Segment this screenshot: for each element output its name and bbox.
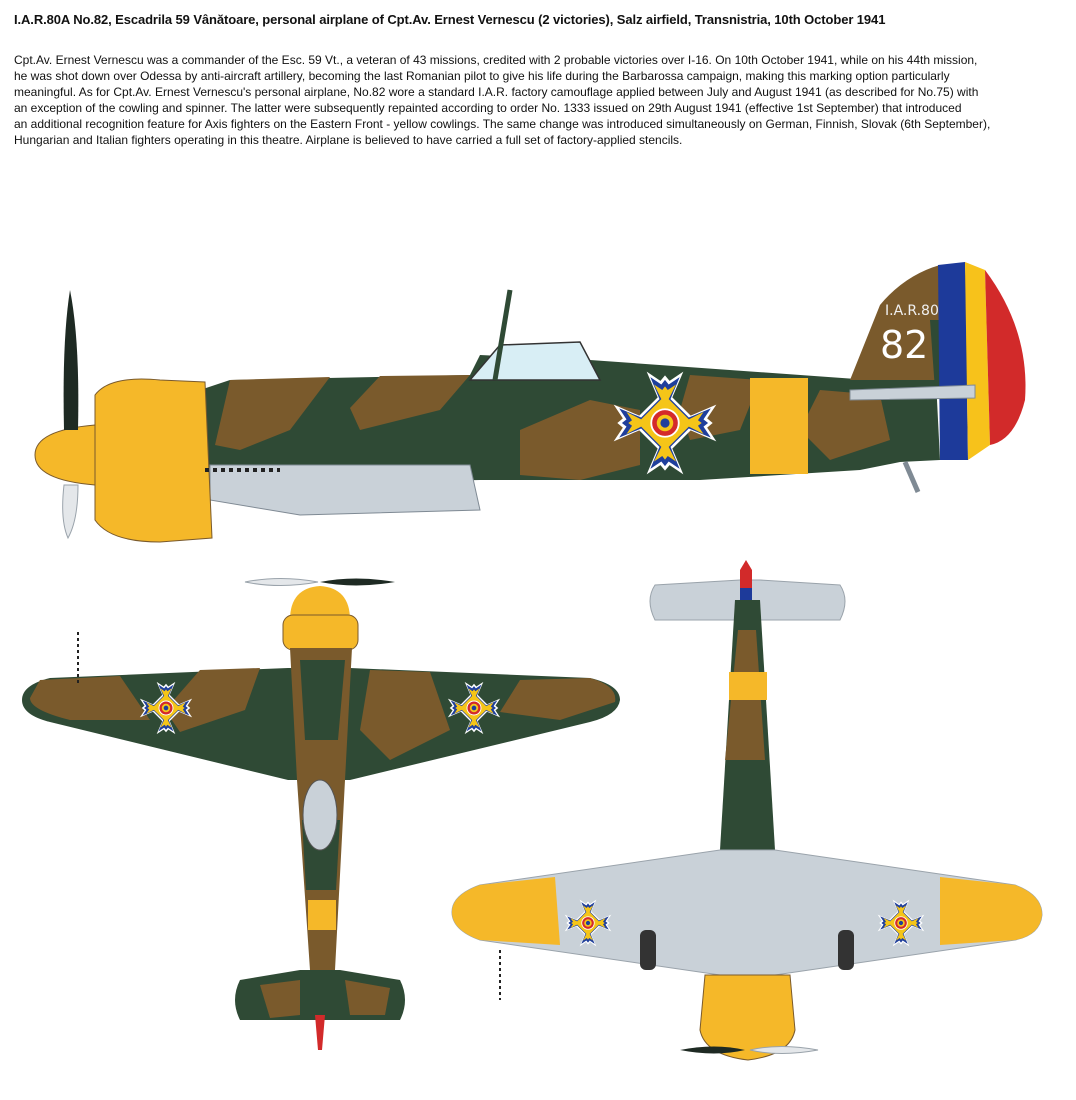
page-title: I.A.R.80A No.82, Escadrila 59 Vânătoare, personal airplane of Cpt.Av. Ernest Vernescu (2 victories), Salz airfield, Transnistria, 10th October 1941 xyxy=(14,12,886,27)
side-view-profile xyxy=(0,280,1076,550)
roundel-icon xyxy=(876,898,926,948)
tail-type-label: I.A.R.80 xyxy=(885,303,939,319)
roundel-icon xyxy=(563,898,613,948)
description-line: meaningful. As for Cpt.Av. Ernest Vernescu's personal airplane, No.82 wore a standard I.A.R. factory camouflage applied between July and August 1941 (as described for No.75) with xyxy=(14,85,979,99)
roundel-icon xyxy=(610,368,720,478)
description-line: Cpt.Av. Ernest Vernescu was a commander of the Esc. 59 Vt., a veteran of 43 missions, credited with 2 probable victories over I-16. On 10th October 1941, while on his 44th mission, xyxy=(14,53,978,67)
description-line: an exception of the cowling and spinner. The latter were subsequently repainted according to order No. 1333 issued on 29th August 1941 (effective 1st September) that introduced xyxy=(14,101,962,115)
description-line: he was shot down over Odessa by anti-aircraft artillery, becoming the last Romanian pilot to give his life during the Barbarossa campaign, making this marking option particularly xyxy=(14,69,950,83)
bottom-view-plan xyxy=(0,560,1076,1080)
tail-number: 82 xyxy=(880,323,929,367)
description xyxy=(14,52,1064,148)
description-line: Hungarian and Italian fighters operating in this theatre. Airplane is believed to have carried a full set of factory-applied stencils. xyxy=(14,133,683,147)
description-line: an additional recognition feature for Axis fighters on the Eastern Front - yellow cowlings. The same change was introduced simultaneously on German, Finnish, Slovak (6th September), xyxy=(14,117,991,131)
